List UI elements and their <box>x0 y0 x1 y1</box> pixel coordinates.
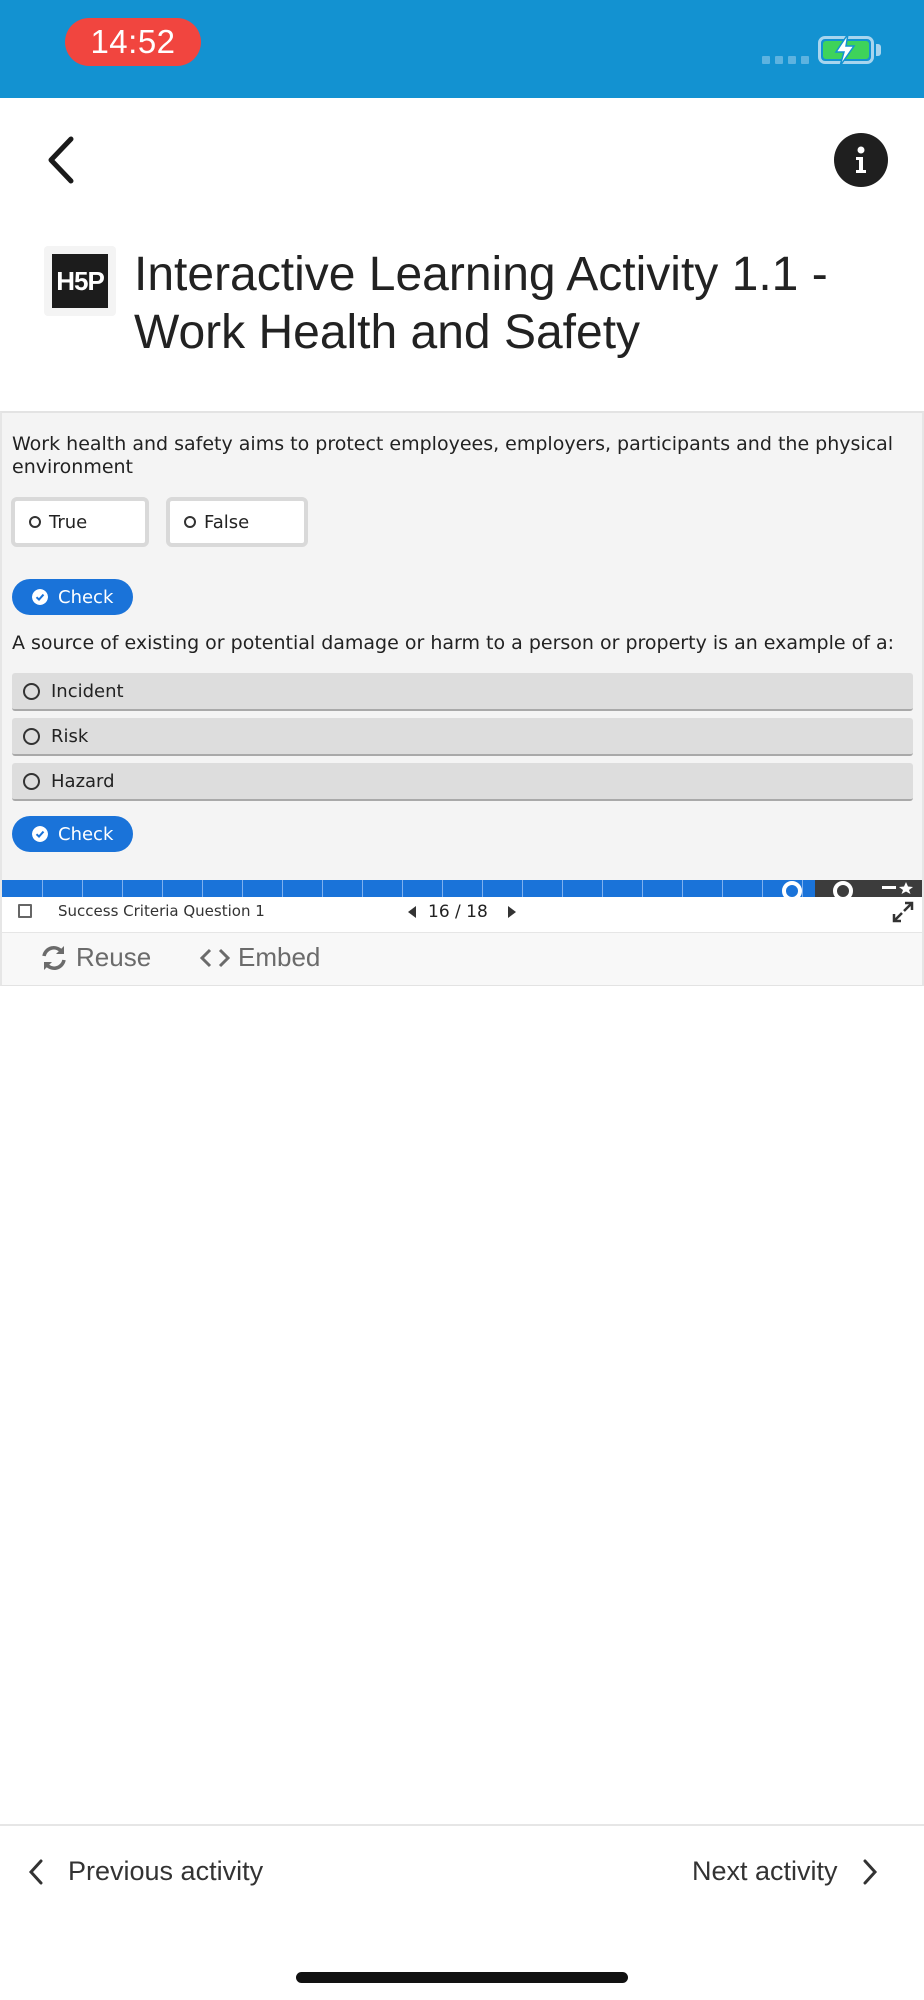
progress-tick <box>82 880 83 897</box>
next-slide-button[interactable] <box>508 906 516 918</box>
charging-bolt-icon <box>828 32 862 68</box>
summary-star-icon[interactable] <box>880 881 916 895</box>
code-icon <box>200 946 230 970</box>
choice-label: Hazard <box>51 770 115 792</box>
progress-tick <box>442 880 443 897</box>
choice-label: Risk <box>51 725 89 747</box>
question-2-text: A source of existing or potential damage or harm to a person or property is an example of a: <box>12 632 895 654</box>
progress-tick <box>162 880 163 897</box>
true-option-label: True <box>49 511 88 533</box>
progress-tick <box>482 880 483 897</box>
check-button-question-1[interactable] <box>12 579 133 615</box>
signal-icon <box>762 56 809 64</box>
next-activity-button[interactable] <box>692 1856 878 1887</box>
progress-tick <box>762 880 763 897</box>
chevron-left-icon <box>28 1859 44 1885</box>
embed-button[interactable] <box>200 942 320 973</box>
next-activity-label: Next activity <box>692 1856 838 1886</box>
check-button-label: Check <box>58 586 114 608</box>
progress-tick <box>402 880 403 897</box>
progress-tick <box>242 880 243 897</box>
choice-risk[interactable] <box>12 718 913 756</box>
fullscreen-icon[interactable] <box>891 900 915 924</box>
radio-icon <box>184 516 196 528</box>
h5p-logo-mark: H5P <box>52 254 108 308</box>
slide-title: Success Criteria Question 1 <box>58 902 265 920</box>
radio-icon <box>29 516 41 528</box>
progress-tick <box>602 880 603 897</box>
chevron-right-icon <box>862 1859 878 1885</box>
previous-activity-button[interactable] <box>28 1856 263 1887</box>
embed-label: Embed <box>238 942 321 972</box>
check-circle-icon <box>32 589 48 605</box>
radio-icon <box>23 773 40 790</box>
progress-tick <box>322 880 323 897</box>
previous-activity-label: Previous activity <box>68 1856 264 1886</box>
page-title: Interactive Learning Activity 1.1 - Work Health and Safety <box>134 248 828 359</box>
progress-tick <box>562 880 563 897</box>
false-option-button[interactable] <box>166 497 308 547</box>
reuse-button[interactable] <box>40 942 151 973</box>
reuse-label: Reuse <box>76 942 152 972</box>
home-indicator[interactable] <box>296 1972 628 1983</box>
check-button-question-2[interactable] <box>12 816 133 852</box>
progress-tick <box>682 880 683 897</box>
check-circle-icon <box>32 826 48 842</box>
radio-icon <box>23 683 40 700</box>
info-icon <box>851 145 871 175</box>
progress-tick <box>202 880 203 897</box>
choice-hazard[interactable] <box>12 763 913 801</box>
progress-tick <box>642 880 643 897</box>
progress-tick <box>42 880 43 897</box>
keywords-icon[interactable] <box>18 904 32 918</box>
progress-tick <box>282 880 283 897</box>
h5p-logo <box>44 246 116 316</box>
question-1-text: Work health and safety aims to protect employees, employers, participants and the physical environment <box>12 433 894 478</box>
page-counter: 16 / 18 <box>428 902 488 922</box>
choice-incident[interactable] <box>12 673 913 711</box>
info-button[interactable] <box>834 133 888 187</box>
refresh-icon <box>40 944 68 972</box>
choice-label: Incident <box>51 680 124 702</box>
chevron-left-icon <box>45 135 77 185</box>
status-time: 14:52 <box>65 18 201 66</box>
progress-tick <box>722 880 723 897</box>
check-button-label: Check <box>58 823 114 845</box>
previous-slide-button[interactable] <box>408 906 416 918</box>
progress-tick <box>122 880 123 897</box>
false-option-label: False <box>204 511 250 533</box>
back-button[interactable] <box>36 130 86 190</box>
radio-icon <box>23 728 40 745</box>
status-bar <box>0 0 924 98</box>
progress-tick <box>362 880 363 897</box>
progress-tick <box>802 880 803 897</box>
true-option-button[interactable] <box>11 497 149 547</box>
progress-tick <box>522 880 523 897</box>
